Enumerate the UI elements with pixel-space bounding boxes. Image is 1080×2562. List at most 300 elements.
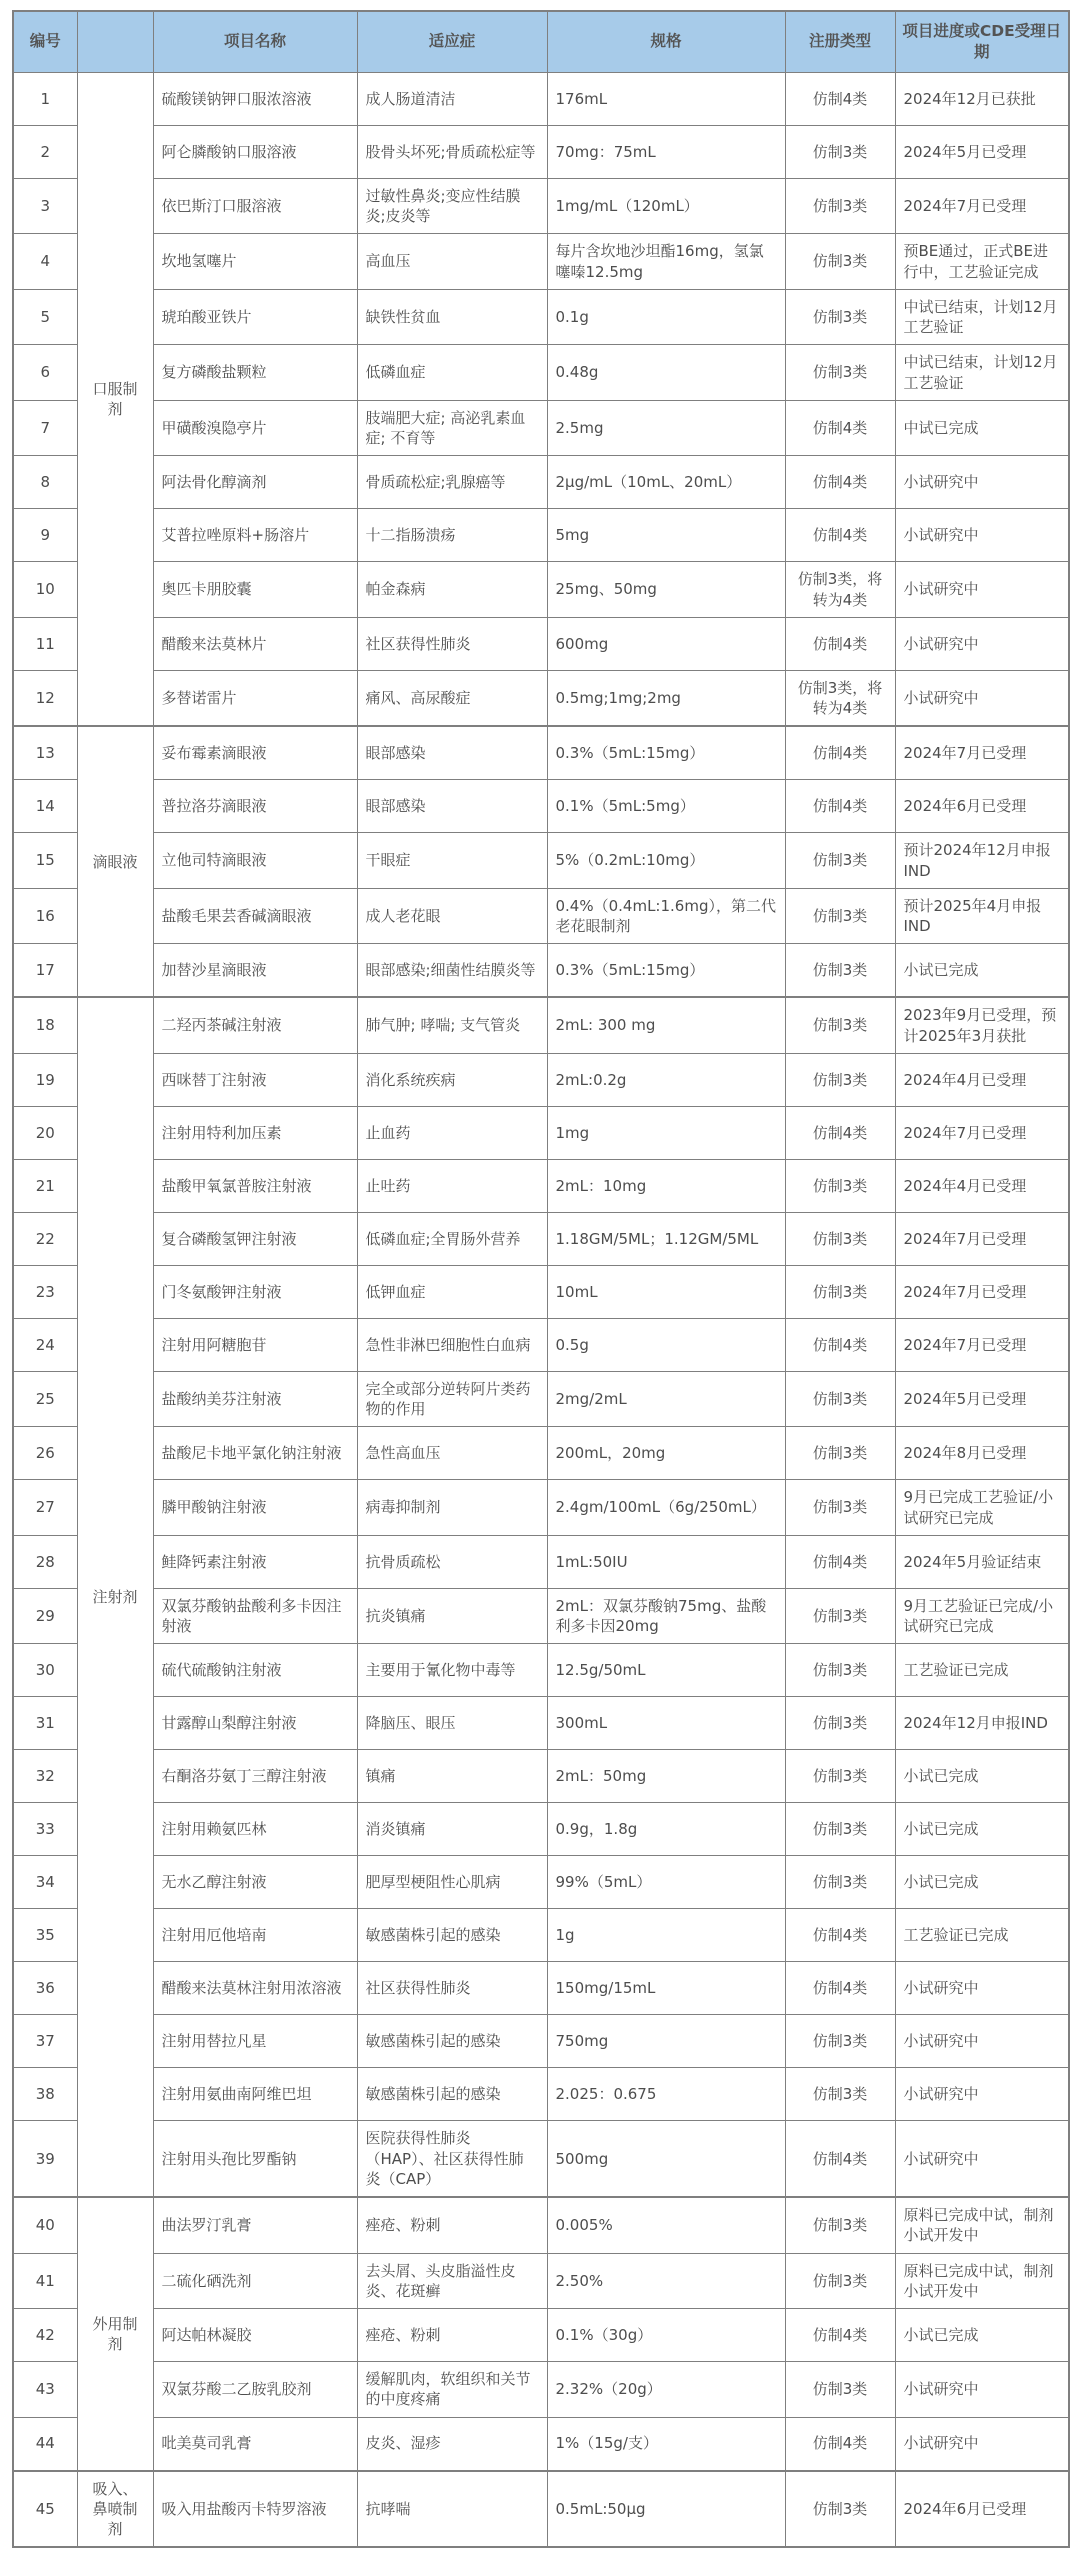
table-row (13, 833, 1069, 889)
specification-cell: 200mL，20mg (547, 1427, 785, 1480)
row-number-cell: 5 (13, 289, 77, 345)
progress-cell: 2024年12月已获批 (895, 72, 1069, 125)
progress-cell: 小试研究中 (895, 509, 1069, 562)
row-number-cell: 25 (13, 1371, 77, 1427)
specification-cell: 5%（0.2mL:10mg） (547, 833, 785, 889)
indication-cell: 医院获得性肺炎（HAP）、社区获得性肺炎（CAP） (357, 2121, 547, 2197)
header-row (13, 11, 1069, 72)
row-number-cell: 24 (13, 1318, 77, 1371)
table-row (13, 944, 1069, 998)
table-row (13, 997, 1069, 1053)
row-number-cell: 39 (13, 2121, 77, 2197)
table-row (13, 400, 1069, 456)
table-row (13, 2471, 1069, 2548)
table-row (13, 72, 1069, 125)
row-number-cell: 18 (13, 997, 77, 1053)
project-name-cell: 注射用头孢比罗酯钠 (153, 2121, 357, 2197)
table-row (13, 234, 1069, 290)
project-name-cell: 注射用替拉凡星 (153, 2015, 357, 2068)
row-number-cell: 16 (13, 888, 77, 944)
row-number-cell: 17 (13, 944, 77, 998)
progress-cell: 小试研究中 (895, 2121, 1069, 2197)
project-name-cell: 硫代硫酸钠注射液 (153, 1644, 357, 1697)
table-row (13, 345, 1069, 401)
progress-cell: 预计2024年12月申报IND (895, 833, 1069, 889)
table-row (13, 289, 1069, 345)
indication-cell: 病毒抑制剂 (357, 1480, 547, 1536)
project-name-cell: 鲑降钙素注射液 (153, 1535, 357, 1588)
indication-cell: 敏感菌株引起的感染 (357, 1909, 547, 1962)
header-category (77, 11, 153, 72)
project-name-cell: 复方磷酸盐颗粒 (153, 345, 357, 401)
header-indication: 适应症 (357, 11, 547, 72)
header-project-name: 项目名称 (153, 11, 357, 72)
row-number-cell: 34 (13, 1856, 77, 1909)
progress-cell: 2023年9月已受理，预计2025年3月获批 (895, 997, 1069, 1053)
specification-cell: 1.18GM/5ML；1.12GM/5ML (547, 1212, 785, 1265)
project-name-cell: 艾普拉唑原料+肠溶片 (153, 509, 357, 562)
project-name-cell: 坎地氢噻片 (153, 234, 357, 290)
indication-cell: 肢端肥大症; 高泌乳素血症; 不育等 (357, 400, 547, 456)
table-row (13, 2309, 1069, 2362)
header-number: 编号 (13, 11, 77, 72)
progress-cell: 原料已完成中试，制剂小试开发中 (895, 2253, 1069, 2309)
specification-cell: 150mg/15mL (547, 1962, 785, 2015)
indication-cell: 低钾血症 (357, 1265, 547, 1318)
specification-cell: 600mg (547, 617, 785, 670)
progress-cell: 9月工艺验证已完成/小试研究已完成 (895, 1588, 1069, 1644)
project-name-cell: 双氯芬酸钠盐酸利多卡因注射液 (153, 1588, 357, 1644)
project-name-cell: 盐酸毛果芸香碱滴眼液 (153, 888, 357, 944)
specification-cell: 0.3%（5mL:15mg） (547, 944, 785, 998)
row-number-cell: 32 (13, 1750, 77, 1803)
table-row (13, 1750, 1069, 1803)
project-name-cell: 多替诺雷片 (153, 670, 357, 726)
specification-cell: 0.1%（30g） (547, 2309, 785, 2362)
table-row (13, 1480, 1069, 1536)
table-row (13, 1803, 1069, 1856)
specification-cell: 2μg/mL（10mL、20mL） (547, 456, 785, 509)
row-number-cell: 30 (13, 1644, 77, 1697)
registration-type-cell: 仿制3类 (785, 178, 895, 234)
row-number-cell: 20 (13, 1106, 77, 1159)
indication-cell: 痤疮、粉刺 (357, 2309, 547, 2362)
project-name-cell: 妥布霉素滴眼液 (153, 726, 357, 780)
registration-type-cell: 仿制4类 (785, 780, 895, 833)
project-name-cell: 盐酸尼卡地平氯化钠注射液 (153, 1427, 357, 1480)
progress-cell: 2024年7月已受理 (895, 726, 1069, 780)
progress-cell: 小试研究中 (895, 2068, 1069, 2121)
specification-cell: 70mg：75mL (547, 125, 785, 178)
specification-cell: 0.3%（5mL:15mg） (547, 726, 785, 780)
header-registration-type: 注册类型 (785, 11, 895, 72)
progress-cell: 小试已完成 (895, 944, 1069, 998)
project-name-cell: 西咪替丁注射液 (153, 1053, 357, 1106)
row-number-cell: 43 (13, 2362, 77, 2418)
category-cell: 口服制剂 (77, 72, 153, 726)
drug-pipeline-table (12, 10, 1070, 2548)
table-row (13, 888, 1069, 944)
row-number-cell: 7 (13, 400, 77, 456)
indication-cell: 皮炎、湿疹 (357, 2417, 547, 2471)
progress-cell: 2024年4月已受理 (895, 1053, 1069, 1106)
table-row (13, 1212, 1069, 1265)
indication-cell: 消炎镇痛 (357, 1803, 547, 1856)
project-name-cell: 注射用阿糖胞苷 (153, 1318, 357, 1371)
project-name-cell: 右酮洛芬氨丁三醇注射液 (153, 1750, 357, 1803)
table-row (13, 178, 1069, 234)
progress-cell: 2024年7月已受理 (895, 1212, 1069, 1265)
progress-cell: 2024年6月已受理 (895, 2471, 1069, 2548)
project-name-cell: 甲磺酸溴隐亭片 (153, 400, 357, 456)
registration-type-cell: 仿制4类 (785, 617, 895, 670)
project-name-cell: 注射用特利加压素 (153, 1106, 357, 1159)
table-row (13, 2068, 1069, 2121)
table-row (13, 1318, 1069, 1371)
row-number-cell: 36 (13, 1962, 77, 2015)
progress-cell: 小试已完成 (895, 1803, 1069, 1856)
table-row (13, 1962, 1069, 2015)
registration-type-cell: 仿制3类 (785, 2015, 895, 2068)
row-number-cell: 1 (13, 72, 77, 125)
project-name-cell: 吸入用盐酸丙卡特罗溶液 (153, 2471, 357, 2548)
indication-cell: 敏感菌株引起的感染 (357, 2015, 547, 2068)
table-row (13, 2253, 1069, 2309)
header-specification: 规格 (547, 11, 785, 72)
specification-cell: 0.5g (547, 1318, 785, 1371)
row-number-cell: 37 (13, 2015, 77, 2068)
registration-type-cell: 仿制3类 (785, 2471, 895, 2548)
category-cell: 吸入、鼻喷制剂 (77, 2471, 153, 2548)
indication-cell: 消化系统疾病 (357, 1053, 547, 1106)
progress-cell: 小试研究中 (895, 456, 1069, 509)
row-number-cell: 40 (13, 2197, 77, 2253)
project-name-cell: 醋酸来法莫林片 (153, 617, 357, 670)
registration-type-cell: 仿制4类 (785, 1535, 895, 1588)
category-cell: 滴眼液 (77, 726, 153, 997)
indication-cell: 敏感菌株引起的感染 (357, 2068, 547, 2121)
indication-cell: 抗骨质疏松 (357, 1535, 547, 1588)
specification-cell: 2.50% (547, 2253, 785, 2309)
project-name-cell: 盐酸纳美芬注射液 (153, 1371, 357, 1427)
progress-cell: 小试研究中 (895, 670, 1069, 726)
indication-cell: 骨质疏松症;乳腺癌等 (357, 456, 547, 509)
registration-type-cell: 仿制4类 (785, 1106, 895, 1159)
progress-cell: 小试研究中 (895, 562, 1069, 618)
table-row (13, 2417, 1069, 2471)
table-row (13, 509, 1069, 562)
specification-cell: 1mL:50IU (547, 1535, 785, 1588)
specification-cell: 2.4gm/100mL（6g/250mL） (547, 1480, 785, 1536)
registration-type-cell: 仿制4类 (785, 400, 895, 456)
category-cell: 外用制剂 (77, 2197, 153, 2471)
project-name-cell: 奥匹卡朋胶囊 (153, 562, 357, 618)
specification-cell: 2.32%（20g） (547, 2362, 785, 2418)
project-name-cell: 普拉洛芬滴眼液 (153, 780, 357, 833)
row-number-cell: 44 (13, 2417, 77, 2471)
specification-cell: 1mg (547, 1106, 785, 1159)
indication-cell: 帕金森病 (357, 562, 547, 618)
table-row (13, 780, 1069, 833)
project-name-cell: 膦甲酸钠注射液 (153, 1480, 357, 1536)
row-number-cell: 2 (13, 125, 77, 178)
indication-cell: 急性高血压 (357, 1427, 547, 1480)
specification-cell: 0.1%（5mL:5mg） (547, 780, 785, 833)
registration-type-cell: 仿制3类 (785, 1750, 895, 1803)
registration-type-cell: 仿制4类 (785, 1318, 895, 1371)
registration-type-cell: 仿制3类 (785, 125, 895, 178)
indication-cell: 眼部感染 (357, 780, 547, 833)
specification-cell: 每片含坎地沙坦酯16mg，氢氯噻嗪12.5mg (547, 234, 785, 290)
project-name-cell: 注射用氨曲南阿维巴坦 (153, 2068, 357, 2121)
registration-type-cell: 仿制4类 (785, 1909, 895, 1962)
project-name-cell: 门冬氨酸钾注射液 (153, 1265, 357, 1318)
indication-cell: 止吐药 (357, 1159, 547, 1212)
specification-cell: 1mg/mL（120mL） (547, 178, 785, 234)
specification-cell: 0.9g，1.8g (547, 1803, 785, 1856)
header-progress: 项目进度或CDE受理日期 (895, 11, 1069, 72)
registration-type-cell: 仿制4类 (785, 1962, 895, 2015)
row-number-cell: 21 (13, 1159, 77, 1212)
project-name-cell: 依巴斯汀口服溶液 (153, 178, 357, 234)
progress-cell: 小试已完成 (895, 1856, 1069, 1909)
registration-type-cell: 仿制3类 (785, 1856, 895, 1909)
table-row (13, 1106, 1069, 1159)
progress-cell: 2024年5月已受理 (895, 1371, 1069, 1427)
row-number-cell: 41 (13, 2253, 77, 2309)
specification-cell: 750mg (547, 2015, 785, 2068)
table-row (13, 1053, 1069, 1106)
specification-cell: 0.48g (547, 345, 785, 401)
row-number-cell: 10 (13, 562, 77, 618)
table-row (13, 1427, 1069, 1480)
table-row (13, 1856, 1069, 1909)
project-name-cell: 硫酸镁钠钾口服浓溶液 (153, 72, 357, 125)
row-number-cell: 23 (13, 1265, 77, 1318)
indication-cell: 高血压 (357, 234, 547, 290)
specification-cell: 5mg (547, 509, 785, 562)
registration-type-cell: 仿制3类 (785, 345, 895, 401)
project-name-cell: 曲法罗汀乳膏 (153, 2197, 357, 2253)
table-body (13, 72, 1069, 2547)
specification-cell: 0.5mg;1mg;2mg (547, 670, 785, 726)
row-number-cell: 42 (13, 2309, 77, 2362)
table-row (13, 2015, 1069, 2068)
progress-cell: 2024年8月已受理 (895, 1427, 1069, 1480)
registration-type-cell: 仿制3类 (785, 1159, 895, 1212)
indication-cell: 成人肠道清洁 (357, 72, 547, 125)
table-row (13, 1265, 1069, 1318)
specification-cell: 0.4%（0.4mL:1.6mg），第二代老花眼制剂 (547, 888, 785, 944)
indication-cell: 急性非淋巴细胞性白血病 (357, 1318, 547, 1371)
registration-type-cell: 仿制4类 (785, 2417, 895, 2471)
table-row (13, 617, 1069, 670)
indication-cell: 眼部感染 (357, 726, 547, 780)
table-row (13, 670, 1069, 726)
specification-cell: 0.5mL:50μg (547, 2471, 785, 2548)
row-number-cell: 11 (13, 617, 77, 670)
table-row (13, 726, 1069, 780)
project-name-cell: 二硫化硒洗剂 (153, 2253, 357, 2309)
progress-cell: 中试已结束，计划12月工艺验证 (895, 345, 1069, 401)
table-row (13, 1909, 1069, 1962)
progress-cell: 工艺验证已完成 (895, 1909, 1069, 1962)
specification-cell: 0.1g (547, 289, 785, 345)
registration-type-cell: 仿制3类 (785, 1053, 895, 1106)
row-number-cell: 4 (13, 234, 77, 290)
specification-cell: 0.005% (547, 2197, 785, 2253)
indication-cell: 降脑压、眼压 (357, 1697, 547, 1750)
indication-cell: 成人老花眼 (357, 888, 547, 944)
progress-cell: 小试已完成 (895, 1750, 1069, 1803)
registration-type-cell: 仿制3类，将转为4类 (785, 562, 895, 618)
row-number-cell: 22 (13, 1212, 77, 1265)
specification-cell: 99%（5mL） (547, 1856, 785, 1909)
indication-cell: 缓解肌肉，软组织和关节的中度疼痛 (357, 2362, 547, 2418)
specification-cell: 2mL：双氯芬酸钠75mg、盐酸利多卡因20mg (547, 1588, 785, 1644)
indication-cell: 痤疮、粉刺 (357, 2197, 547, 2253)
row-number-cell: 9 (13, 509, 77, 562)
registration-type-cell: 仿制3类 (785, 1644, 895, 1697)
indication-cell: 眼部感染;细菌性结膜炎等 (357, 944, 547, 998)
registration-type-cell: 仿制4类 (785, 726, 895, 780)
table-header (13, 11, 1069, 72)
specification-cell: 300mL (547, 1697, 785, 1750)
indication-cell: 低磷血症 (357, 345, 547, 401)
progress-cell: 2024年7月已受理 (895, 1106, 1069, 1159)
row-number-cell: 8 (13, 456, 77, 509)
indication-cell: 镇痛 (357, 1750, 547, 1803)
table-row (13, 2197, 1069, 2253)
row-number-cell: 13 (13, 726, 77, 780)
indication-cell: 抗炎镇痛 (357, 1588, 547, 1644)
registration-type-cell: 仿制4类 (785, 2121, 895, 2197)
progress-cell: 2024年5月验证结束 (895, 1535, 1069, 1588)
row-number-cell: 3 (13, 178, 77, 234)
registration-type-cell: 仿制3类 (785, 1697, 895, 1750)
progress-cell: 预BE通过，正式BE进行中，工艺验证完成 (895, 234, 1069, 290)
indication-cell: 去头屑、头皮脂溢性皮炎、花斑癣 (357, 2253, 547, 2309)
specification-cell: 2mg/2mL (547, 1371, 785, 1427)
progress-cell: 中试已完成 (895, 400, 1069, 456)
registration-type-cell: 仿制3类 (785, 944, 895, 998)
progress-cell: 小试研究中 (895, 2015, 1069, 2068)
project-name-cell: 注射用厄他培南 (153, 1909, 357, 1962)
specification-cell: 2.025：0.675 (547, 2068, 785, 2121)
progress-cell: 2024年5月已受理 (895, 125, 1069, 178)
registration-type-cell: 仿制3类 (785, 1265, 895, 1318)
project-name-cell: 琥珀酸亚铁片 (153, 289, 357, 345)
specification-cell: 2.5mg (547, 400, 785, 456)
progress-cell: 9月已完成工艺验证/小试研究已完成 (895, 1480, 1069, 1536)
registration-type-cell: 仿制3类 (785, 1371, 895, 1427)
table-row (13, 1697, 1069, 1750)
progress-cell: 原料已完成中试，制剂小试开发中 (895, 2197, 1069, 2253)
row-number-cell: 35 (13, 1909, 77, 1962)
specification-cell: 25mg、50mg (547, 562, 785, 618)
registration-type-cell: 仿制4类 (785, 456, 895, 509)
row-number-cell: 15 (13, 833, 77, 889)
project-name-cell: 甘露醇山梨醇注射液 (153, 1697, 357, 1750)
project-name-cell: 阿达帕林凝胶 (153, 2309, 357, 2362)
table-row (13, 1644, 1069, 1697)
registration-type-cell: 仿制3类 (785, 833, 895, 889)
row-number-cell: 27 (13, 1480, 77, 1536)
registration-type-cell: 仿制3类，将转为4类 (785, 670, 895, 726)
indication-cell: 肺气肿; 哮喘; 支气管炎 (357, 997, 547, 1053)
indication-cell: 完全或部分逆转阿片类药物的作用 (357, 1371, 547, 1427)
progress-cell: 小试研究中 (895, 617, 1069, 670)
progress-cell: 小试研究中 (895, 2362, 1069, 2418)
row-number-cell: 14 (13, 780, 77, 833)
progress-cell: 工艺验证已完成 (895, 1644, 1069, 1697)
progress-cell: 预计2025年4月申报IND (895, 888, 1069, 944)
specification-cell: 176mL (547, 72, 785, 125)
project-name-cell: 盐酸甲氧氯普胺注射液 (153, 1159, 357, 1212)
table-row (13, 1535, 1069, 1588)
progress-cell: 小试已完成 (895, 2309, 1069, 2362)
registration-type-cell: 仿制3类 (785, 289, 895, 345)
row-number-cell: 19 (13, 1053, 77, 1106)
row-number-cell: 33 (13, 1803, 77, 1856)
table-row (13, 2121, 1069, 2197)
project-name-cell: 二羟丙茶碱注射液 (153, 997, 357, 1053)
indication-cell: 主要用于氰化物中毒等 (357, 1644, 547, 1697)
table-row (13, 125, 1069, 178)
specification-cell: 10mL (547, 1265, 785, 1318)
row-number-cell: 38 (13, 2068, 77, 2121)
project-name-cell: 注射用赖氨匹林 (153, 1803, 357, 1856)
registration-type-cell: 仿制3类 (785, 2362, 895, 2418)
registration-type-cell: 仿制4类 (785, 72, 895, 125)
project-name-cell: 立他司特滴眼液 (153, 833, 357, 889)
registration-type-cell: 仿制3类 (785, 997, 895, 1053)
indication-cell: 低磷血症;全胃肠外营养 (357, 1212, 547, 1265)
row-number-cell: 45 (13, 2471, 77, 2548)
table-row (13, 562, 1069, 618)
registration-type-cell: 仿制3类 (785, 234, 895, 290)
progress-cell: 2024年7月已受理 (895, 178, 1069, 234)
project-name-cell: 吡美莫司乳膏 (153, 2417, 357, 2471)
specification-cell: 1%（15g/支） (547, 2417, 785, 2471)
specification-cell: 2mL: 300 mg (547, 997, 785, 1053)
project-name-cell: 醋酸来法莫林注射用浓溶液 (153, 1962, 357, 2015)
specification-cell: 500mg (547, 2121, 785, 2197)
table-row (13, 1371, 1069, 1427)
indication-cell: 止血药 (357, 1106, 547, 1159)
specification-cell: 2mL:0.2g (547, 1053, 785, 1106)
project-name-cell: 加替沙星滴眼液 (153, 944, 357, 998)
indication-cell: 痛风、高尿酸症 (357, 670, 547, 726)
project-name-cell: 阿仑膦酸钠口服溶液 (153, 125, 357, 178)
progress-cell: 小试研究中 (895, 1962, 1069, 2015)
progress-cell: 中试已结束，计划12月工艺验证 (895, 289, 1069, 345)
registration-type-cell: 仿制3类 (785, 1212, 895, 1265)
indication-cell: 缺铁性贫血 (357, 289, 547, 345)
table-row (13, 2362, 1069, 2418)
registration-type-cell: 仿制4类 (785, 509, 895, 562)
specification-cell: 2mL：50mg (547, 1750, 785, 1803)
row-number-cell: 26 (13, 1427, 77, 1480)
row-number-cell: 29 (13, 1588, 77, 1644)
row-number-cell: 12 (13, 670, 77, 726)
indication-cell: 社区获得性肺炎 (357, 1962, 547, 2015)
project-name-cell: 无水乙醇注射液 (153, 1856, 357, 1909)
indication-cell: 抗哮喘 (357, 2471, 547, 2548)
table-row (13, 1588, 1069, 1644)
indication-cell: 股骨头坏死;骨质疏松症等 (357, 125, 547, 178)
registration-type-cell: 仿制3类 (785, 2197, 895, 2253)
